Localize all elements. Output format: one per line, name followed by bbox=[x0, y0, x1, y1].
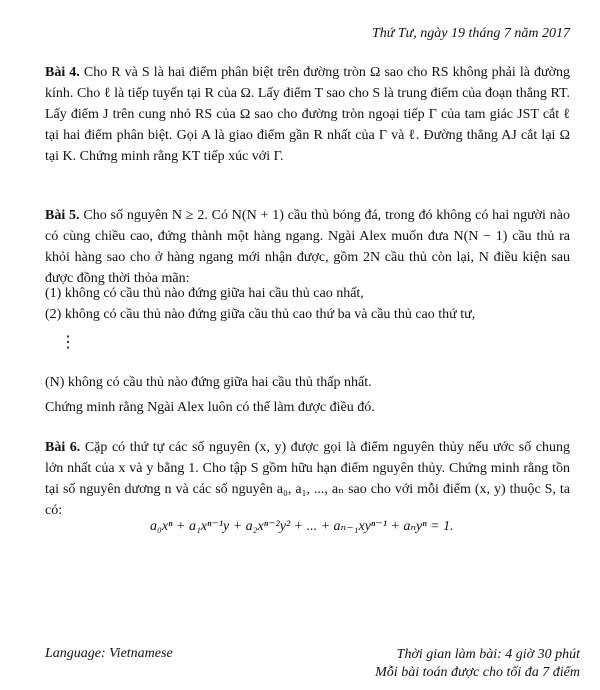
date-header: Thứ Tư, ngày 19 tháng 7 năm 2017 bbox=[371, 26, 570, 41]
problem-6-label: Bài 6. bbox=[45, 440, 81, 455]
time-limit: Thời gian làm bài: 4 giờ 30 phút bbox=[396, 647, 580, 662]
problem-5 bbox=[45, 205, 570, 289]
problem-4-label: Bài 4. bbox=[45, 65, 80, 80]
problem-4-text: Cho R và S là hai điểm phân biệt trên đường tròn Ω sao cho RS không phải là đường kính. Cho ℓ là tiếp tuyến tại R của Ω. Lấy điểm T sao cho S là trung điểm của đoạn thẳng RT. Lấy điểm J trên cung nhỏ RS của Ω sao cho đường tròn ngoại tiếp Γ của tam giác JST cắt ℓ tại hai điểm phân biệt. Gọi A là giao điểm gần R nhất của Γ và ℓ. Đường thẳng AJ cắt lại Ω tại K. Chứng minh rằng KT tiếp xúc với Γ. bbox=[45, 65, 570, 164]
problem-5-label: Bài 5. bbox=[45, 208, 80, 223]
language-label: Language: Vietnamese bbox=[45, 646, 173, 661]
problem-4 bbox=[45, 62, 570, 167]
problem-5-condition-1: (1) không có cầu thủ nào đứng giữa hai cầu thủ cao nhất, bbox=[45, 286, 364, 301]
problem-6-equation: a₀xⁿ + a₁xⁿ⁻¹y + a₂xⁿ⁻²y² + ... + aₙ₋₁xyⁿ⁻¹ + aₙyⁿ = 1. bbox=[150, 519, 454, 534]
vertical-ellipsis: ⋮ bbox=[60, 334, 76, 351]
problem-5-condition-n: (N) không có cầu thủ nào đứng giữa hai cầu thủ thấp nhất. bbox=[45, 375, 372, 390]
points-note: Mỗi bài toán được cho tối đa 7 điểm bbox=[375, 665, 580, 680]
problem-5-text: Cho số nguyên N ≥ 2. Có N(N + 1) cầu thủ bóng đá, trong đó không có hai người nào có cùng chiều cao, đứng thành một hàng ngang. Ngài Alex muốn đưa N(N − 1) cầu thủ ra khỏi hàng sao cho ở hàng ngang mới nhận được, gồm 2N cầu thủ còn lại, N điều kiện sau được đồng thời thỏa mãn: bbox=[45, 208, 570, 286]
problem-6 bbox=[45, 437, 570, 521]
problem-5-conclusion: Chứng minh rằng Ngài Alex luôn có thể làm được điều đó. bbox=[45, 400, 375, 415]
problem-6-text: Cặp có thứ tự các số nguyên (x, y) được gọi là điểm nguyên thủy nếu ước số chung lớn nhất của x và y bằng 1. Cho tập S gồm hữu hạn điểm nguyên thủy. Chứng minh rằng tồn tại số nguyên dương n và các số nguyên a₀, a₁, ..., aₙ sao cho với mỗi điểm (x, y) thuộc S, ta có: bbox=[45, 440, 570, 518]
problem-5-condition-2: (2) không có cầu thủ nào đứng giữa cầu thủ cao thứ ba và cầu thủ cao thứ tư, bbox=[45, 307, 476, 322]
